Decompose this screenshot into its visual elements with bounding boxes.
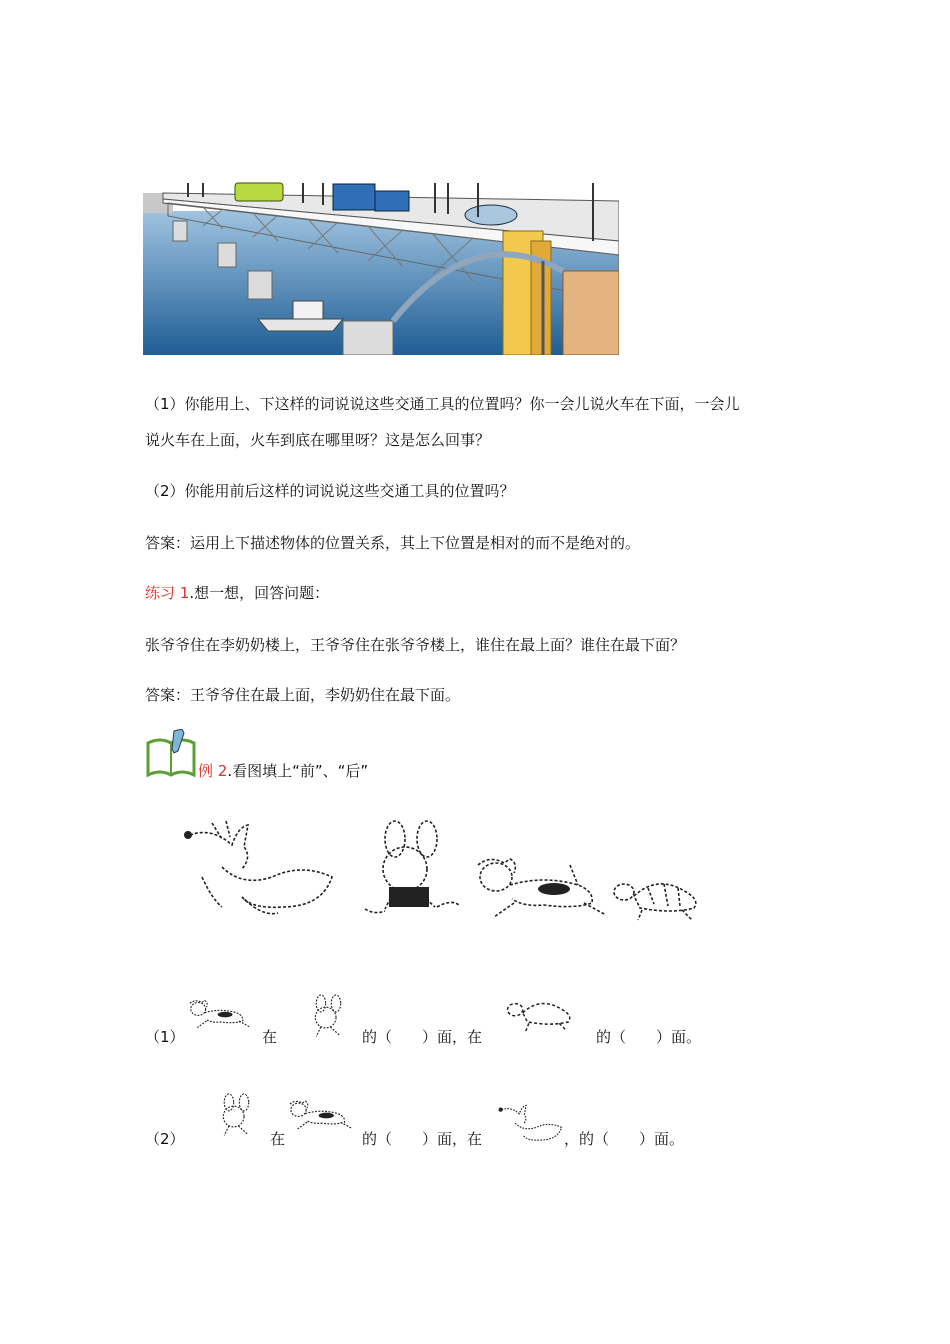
practice-1-question: 张爷爷住在李奶奶楼上，王爷爷住在张爷爷楼上，谁住在最上面？谁住在最下面？ xyxy=(145,636,686,654)
practice-1-label: 练习 1 xyxy=(145,584,190,602)
fill-row-1-end: 的（ ）面。 xyxy=(596,1028,702,1046)
fill-row-2-end: ，的（ ）面。 xyxy=(564,1130,685,1148)
dog-icon xyxy=(474,855,612,925)
fill-row-2-number: （2） xyxy=(145,1130,185,1148)
question-1-line-2: 说火车在上面，火车到底在哪里呀？这是怎么回事？ xyxy=(145,431,491,449)
example-2-title: .看图填上“前”、“后” xyxy=(227,762,369,780)
fox-icon xyxy=(182,817,342,921)
question-1-line-1: （1）你能用上、下这样的词说说这些交通工具的位置吗？你一会儿说火车在下面，一会儿 xyxy=(145,395,740,413)
fox-icon xyxy=(497,1102,567,1146)
practice-1-title: .想一想，回答问题： xyxy=(189,584,330,602)
bridge-illustration xyxy=(143,181,619,355)
rabbit-icon xyxy=(204,1093,268,1141)
dog-icon xyxy=(188,995,252,1035)
fill-row-2-zai: 在 xyxy=(270,1130,286,1148)
fill-row-1-zai: 在 xyxy=(262,1028,278,1046)
example-2-heading xyxy=(198,760,368,782)
fill-row-1-number: （1） xyxy=(145,1028,185,1046)
answer-1: 答案：运用上下描述物体的位置关系，其上下位置是相对的而不是绝对的。 xyxy=(145,534,641,552)
practice-1-answer: 答案：王爷爷住在最上面，李奶奶住在最下面。 xyxy=(145,686,461,704)
rabbit-icon xyxy=(355,819,465,921)
dog-icon xyxy=(288,1096,354,1136)
book-pencil-icon xyxy=(144,729,198,777)
fill-row-2-middle: 的（ ）面，在 xyxy=(362,1130,483,1148)
question-2: （2）你能用前后这样的词说说这些交通工具的位置吗？ xyxy=(145,482,515,500)
rabbit-icon xyxy=(296,994,360,1042)
turtle-icon xyxy=(495,996,587,1034)
turtle-icon xyxy=(612,874,704,924)
example-2-label: 例 2 xyxy=(198,762,228,780)
fill-row-1-middle: 的（ ）面，在 xyxy=(362,1028,483,1046)
practice-1-heading xyxy=(145,582,329,604)
